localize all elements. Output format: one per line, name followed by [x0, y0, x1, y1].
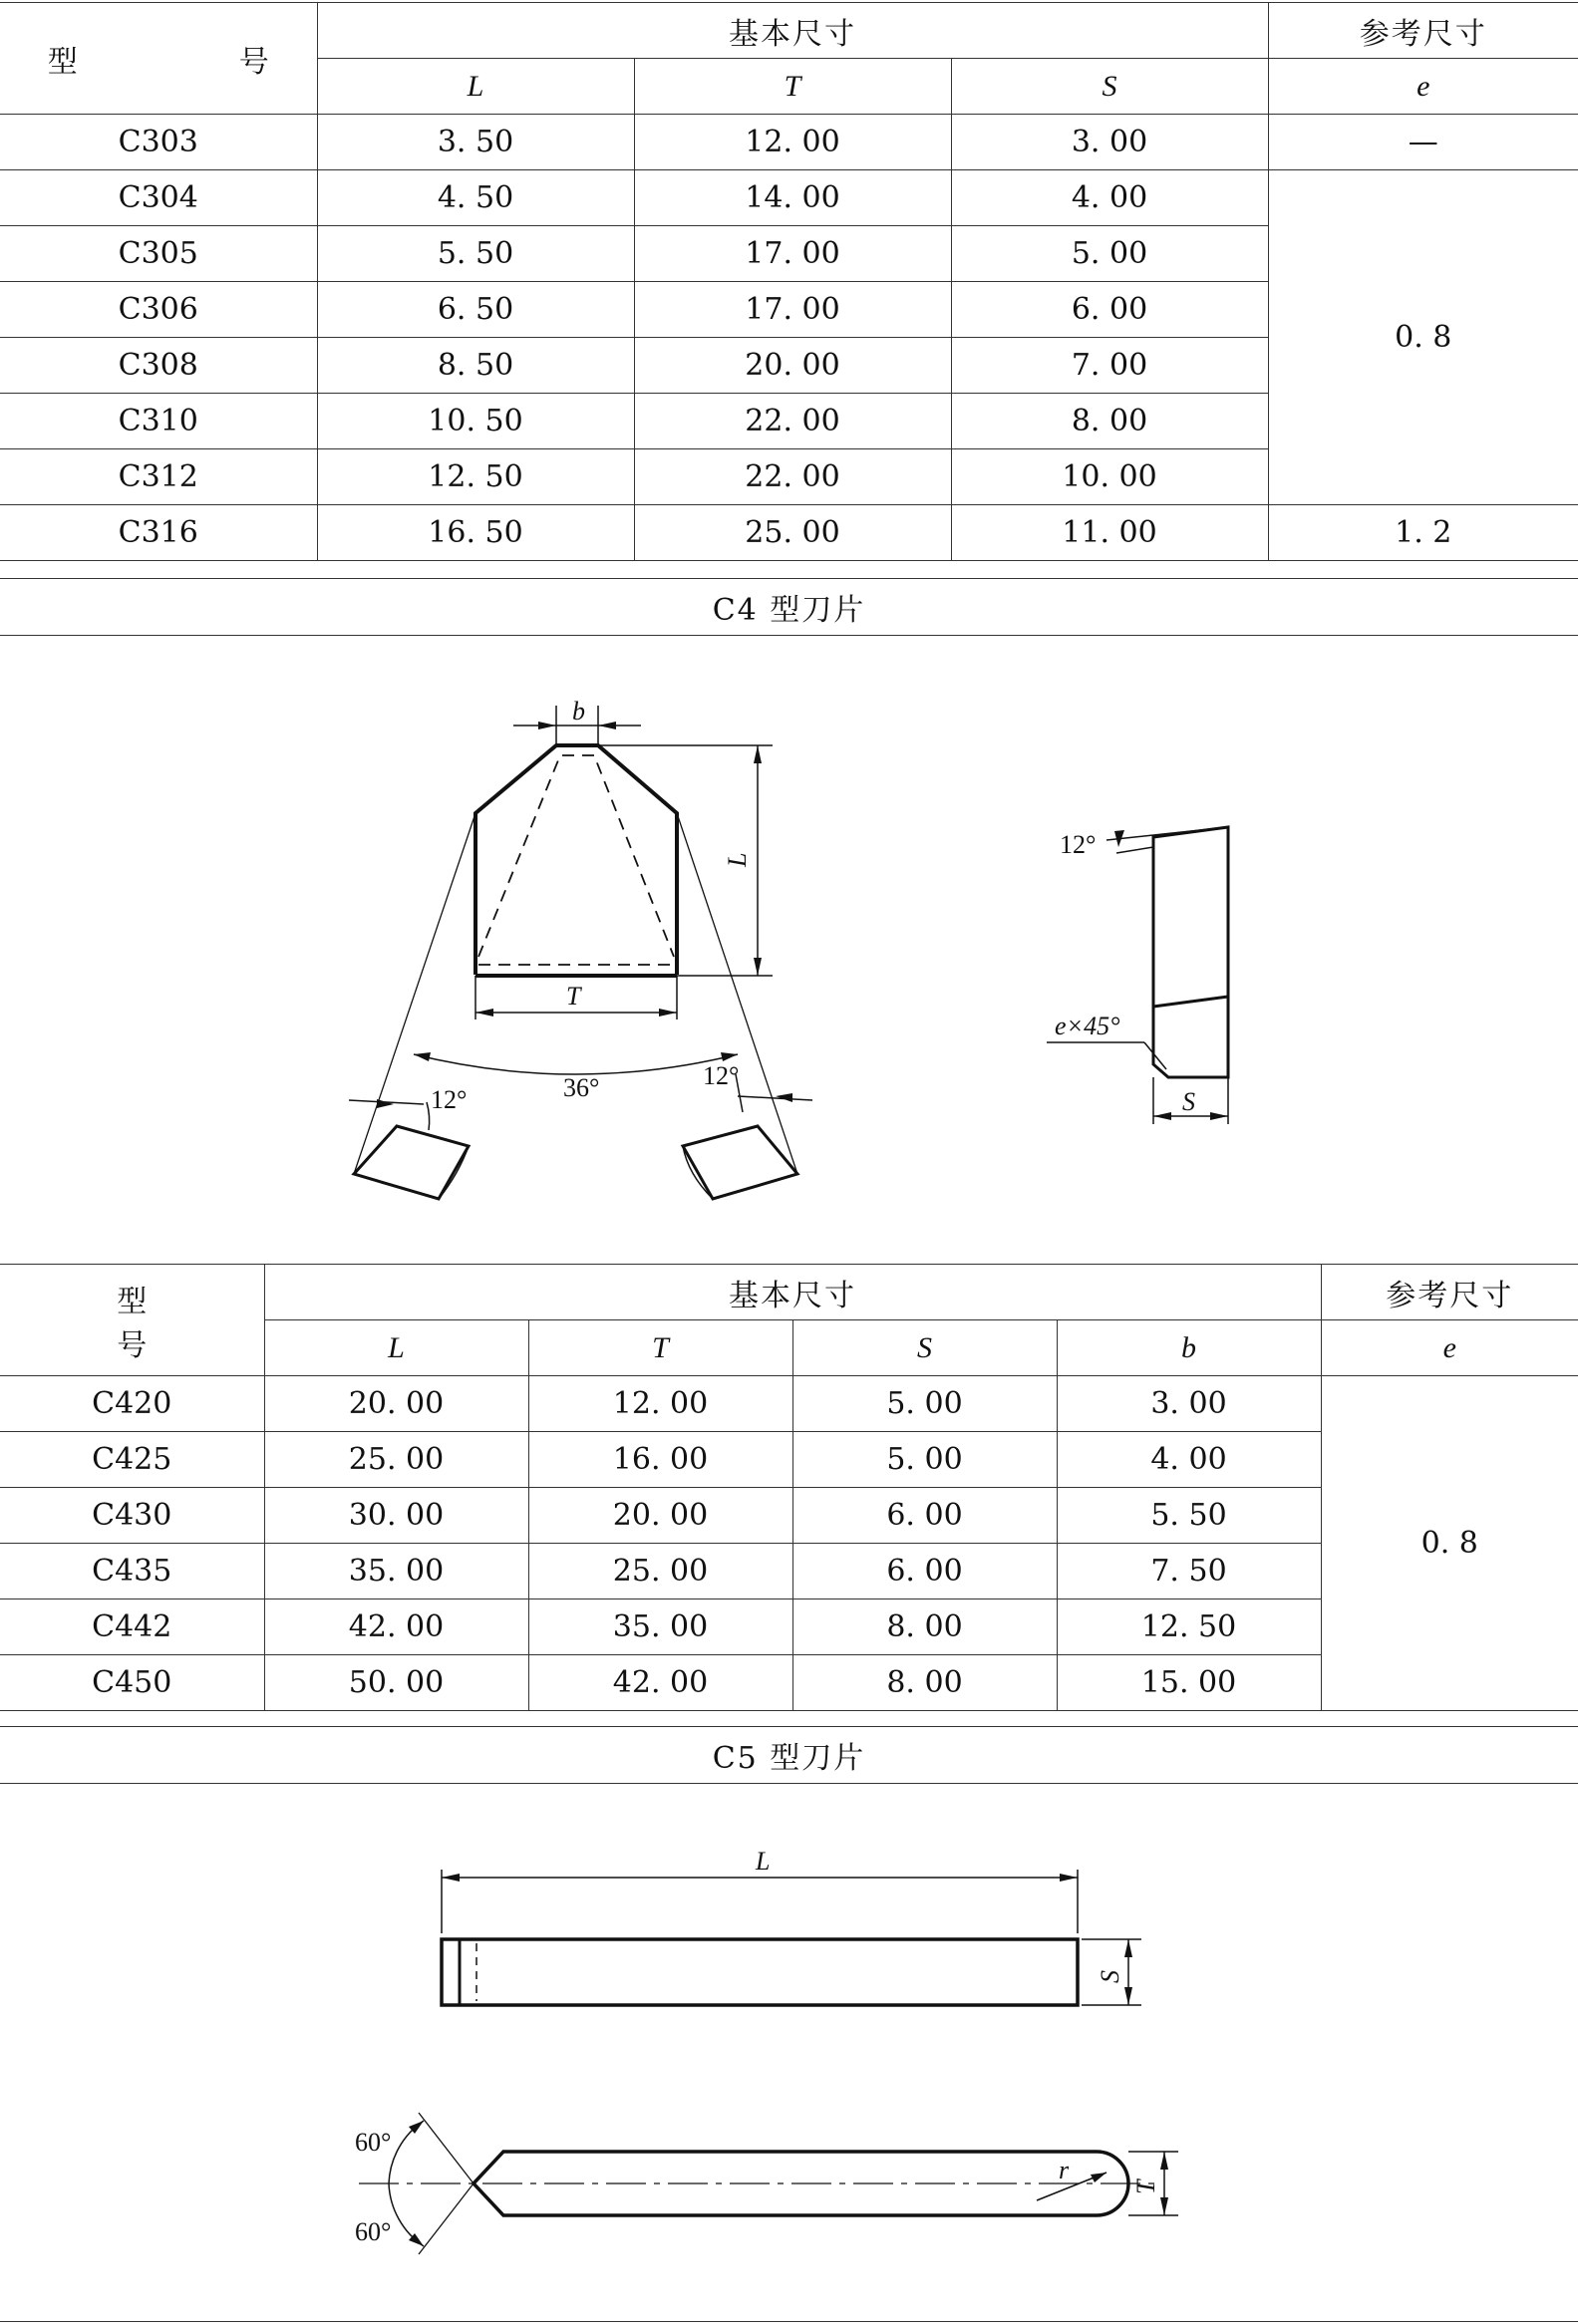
cell-model: C312: [0, 449, 317, 505]
cell-T: 20. 00: [634, 338, 951, 394]
cell-L: 25. 00: [264, 1432, 528, 1488]
col-T: T: [634, 59, 951, 115]
table-row: [0, 170, 1578, 226]
cell-model: C316: [0, 505, 317, 561]
cell-model: C308: [0, 338, 317, 394]
cell-e: 0. 8: [1268, 170, 1578, 505]
bottom-border: [0, 2321, 1578, 2322]
cell-model: C305: [0, 226, 317, 282]
cell-e: 0. 8: [1321, 1376, 1578, 1711]
header-reference-dimensions: 参考尺寸: [1321, 1265, 1578, 1320]
cell-L: 12. 50: [317, 449, 634, 505]
header-reference-dimensions: 参考尺寸: [1268, 3, 1578, 59]
col-e: e: [1268, 59, 1578, 115]
cell-T: 17. 00: [634, 226, 951, 282]
cell-S: 11. 00: [951, 505, 1268, 561]
label-r: r: [1059, 2156, 1070, 2184]
cell-S: 5. 00: [951, 226, 1268, 282]
cell-T: 25. 00: [528, 1544, 792, 1599]
header-basic-dimensions: 基本尺寸: [317, 3, 1268, 59]
cell-S: 5. 00: [792, 1376, 1057, 1432]
cell-model: C425: [0, 1432, 264, 1488]
header-model: 型 号: [0, 3, 317, 115]
cell-model: C310: [0, 394, 317, 449]
cell-L: 3. 50: [317, 115, 634, 170]
label-chamfer: e×45°: [1055, 1012, 1120, 1040]
cell-T: 35. 00: [528, 1599, 792, 1655]
cell-S: 4. 00: [951, 170, 1268, 226]
cell-b: 5. 50: [1057, 1488, 1321, 1544]
cell-L: 42. 00: [264, 1599, 528, 1655]
cell-S: 8. 00: [792, 1599, 1057, 1655]
cell-S: 6. 00: [951, 282, 1268, 338]
cell-model: C435: [0, 1544, 264, 1599]
col-S: S: [792, 1320, 1057, 1376]
cell-e: 1. 2: [1268, 505, 1578, 561]
table-row: [0, 1376, 1578, 1432]
caption-c4-insert: C4 型刀片: [0, 578, 1578, 636]
cell-model: C303: [0, 115, 317, 170]
cell-S: 8. 00: [951, 394, 1268, 449]
label-L: L: [756, 1847, 771, 1876]
cell-S: 7. 00: [951, 338, 1268, 394]
label-T: T: [566, 982, 581, 1011]
table-row: [0, 505, 1578, 561]
cell-e: —: [1268, 115, 1578, 170]
cell-L: 10. 50: [317, 394, 634, 449]
cell-S: 6. 00: [792, 1544, 1057, 1599]
header-basic-dimensions: 基本尺寸: [264, 1265, 1321, 1320]
cell-S: 8. 00: [792, 1655, 1057, 1711]
label-L: L: [723, 852, 752, 867]
cell-S: 5. 00: [792, 1432, 1057, 1488]
label-angle-12-left: 12°: [431, 1085, 468, 1114]
cell-S: 10. 00: [951, 449, 1268, 505]
label-b: b: [572, 697, 585, 726]
cell-S: 3. 00: [951, 115, 1268, 170]
cell-model: C450: [0, 1655, 264, 1711]
label-angle-60-top: 60°: [355, 2128, 392, 2157]
col-b: b: [1057, 1320, 1321, 1376]
cell-b: 3. 00: [1057, 1376, 1321, 1432]
cell-S: 6. 00: [792, 1488, 1057, 1544]
cell-model: C430: [0, 1488, 264, 1544]
label-S: S: [1182, 1087, 1195, 1116]
c3-dimension-table: [0, 2, 1578, 561]
cell-T: 17. 00: [634, 282, 951, 338]
cell-T: 16. 00: [528, 1432, 792, 1488]
header-model: 型 号: [0, 1265, 264, 1376]
col-L: L: [264, 1320, 528, 1376]
cell-T: 42. 00: [528, 1655, 792, 1711]
table-row: [0, 115, 1578, 170]
cell-b: 4. 00: [1057, 1432, 1321, 1488]
c4-dimension-table: [0, 1264, 1578, 1711]
cell-model: C442: [0, 1599, 264, 1655]
cell-T: 22. 00: [634, 449, 951, 505]
cell-T: 12. 00: [528, 1376, 792, 1432]
label-T: T: [1131, 2179, 1160, 2194]
cell-T: 20. 00: [528, 1488, 792, 1544]
col-T: T: [528, 1320, 792, 1376]
cell-L: 16. 50: [317, 505, 634, 561]
cell-L: 5. 50: [317, 226, 634, 282]
col-S: S: [951, 59, 1268, 115]
c5-insert-drawing: [0, 1784, 1578, 2322]
cell-L: 4. 50: [317, 170, 634, 226]
col-L: L: [317, 59, 634, 115]
label-angle-36: 36°: [563, 1073, 600, 1102]
cell-L: 20. 00: [264, 1376, 528, 1432]
cell-T: 25. 00: [634, 505, 951, 561]
cell-L: 8. 50: [317, 338, 634, 394]
cell-L: 30. 00: [264, 1488, 528, 1544]
cell-T: 14. 00: [634, 170, 951, 226]
cell-b: 12. 50: [1057, 1599, 1321, 1655]
cell-model: C304: [0, 170, 317, 226]
cell-L: 6. 50: [317, 282, 634, 338]
label-angle-60-bottom: 60°: [355, 2217, 392, 2246]
col-e: e: [1321, 1320, 1578, 1376]
cell-b: 7. 50: [1057, 1544, 1321, 1599]
cell-L: 50. 00: [264, 1655, 528, 1711]
c4-insert-drawing: [0, 636, 1578, 1266]
label-S: S: [1096, 1970, 1124, 1983]
caption-c5-insert: C5 型刀片: [0, 1726, 1578, 1784]
cell-model: C420: [0, 1376, 264, 1432]
cell-T: 22. 00: [634, 394, 951, 449]
cell-model: C306: [0, 282, 317, 338]
cell-b: 15. 00: [1057, 1655, 1321, 1711]
cell-L: 35. 00: [264, 1544, 528, 1599]
label-angle-12-side: 12°: [1060, 830, 1097, 859]
label-angle-12-right: 12°: [703, 1061, 740, 1090]
cell-T: 12. 00: [634, 115, 951, 170]
